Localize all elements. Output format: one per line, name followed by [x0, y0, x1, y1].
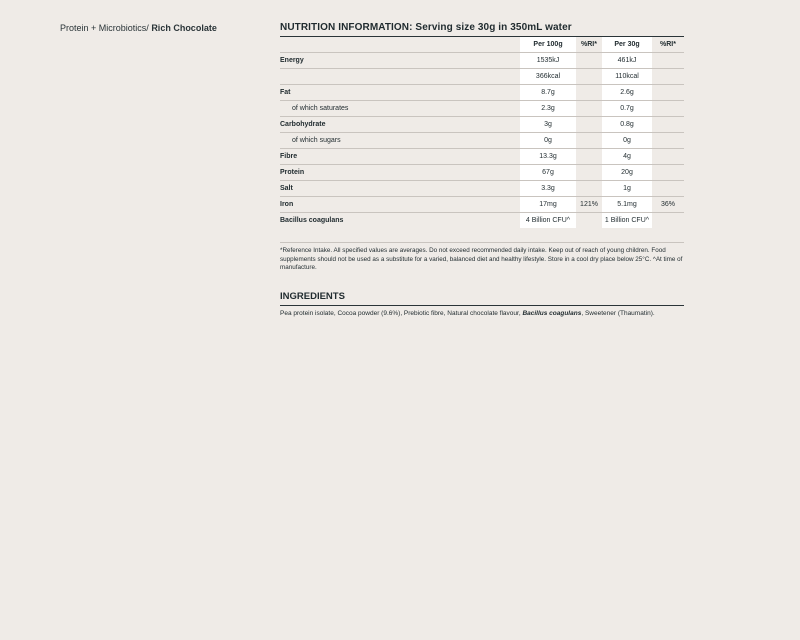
per-30g-value: 5.1mg [602, 197, 652, 213]
ri-30g-value [652, 69, 684, 85]
ingredients-text [280, 310, 684, 317]
per-30g-value: 0.8g [602, 117, 652, 133]
nutrient-label: Energy [280, 53, 520, 69]
breadcrumb [60, 23, 217, 33]
per-30g-value: 4g [602, 149, 652, 165]
ri-30g-value: 36% [652, 197, 684, 213]
ri-100g-value [576, 213, 602, 229]
per-100g-value: 17mg [520, 197, 576, 213]
table-row [280, 213, 684, 229]
ri-100g-value [576, 149, 602, 165]
table-row [280, 85, 684, 101]
ri-30g-value [652, 181, 684, 197]
nutrient-label: Fat [280, 85, 520, 101]
per-30g-value: 1g [602, 181, 652, 197]
per-30g-value: 0.7g [602, 101, 652, 117]
ri-30g-value [652, 85, 684, 101]
table-row [280, 165, 684, 181]
ri-30g-value [652, 53, 684, 69]
ri-100g-value [576, 101, 602, 117]
ri-100g-value: 121% [576, 197, 602, 213]
table-row [280, 69, 684, 85]
ri-30g-value [652, 133, 684, 149]
per-100g-value: 8.7g [520, 85, 576, 101]
ri-100g-value [576, 181, 602, 197]
table-row [280, 149, 684, 165]
breadcrumb-product: Rich Chocolate [151, 23, 217, 33]
table-row [280, 133, 684, 149]
per-100g-value: 3g [520, 117, 576, 133]
nutrition-footnote: *Reference Intake. All specified values are averages. Do not exceed recommended daily intake. Keep out of reach of young children. Food supplements should not be used as a substitute for a varied, balanced diet and healthy lifestyle. Store in a cool dry place below 25°C. ^At time of manufacture. [280, 247, 683, 272]
table-row [280, 53, 684, 69]
header-ri-30g: %RI* [652, 37, 684, 53]
ri-30g-value [652, 165, 684, 181]
nutrient-label: Fibre [280, 149, 520, 165]
nutrient-label [280, 69, 520, 85]
nutrition-title: NUTRITION INFORMATION: Serving size 30g in 350mL water [280, 22, 684, 37]
table-row [280, 197, 684, 213]
ingredients-title: INGREDIENTS [280, 291, 684, 306]
nutrient-label: Iron [280, 197, 520, 213]
ingredients-text-end: , Sweetener (Thaumatin). [581, 309, 655, 317]
ri-100g-value [576, 133, 602, 149]
ri-100g-value [576, 53, 602, 69]
ri-100g-value [576, 85, 602, 101]
per-30g-value: 2.6g [602, 85, 652, 101]
nutrient-label: of which sugars [280, 133, 520, 149]
per-100g-value: 3.3g [520, 181, 576, 197]
nutrient-label: Protein [280, 165, 520, 181]
per-100g-value: 4 Billion CFU^ [520, 213, 576, 229]
ri-30g-value [652, 117, 684, 133]
nutrient-label: of which saturates [280, 101, 520, 117]
per-30g-value: 20g [602, 165, 652, 181]
ri-100g-value [576, 69, 602, 85]
table-row [280, 181, 684, 197]
per-30g-value: 0g [602, 133, 652, 149]
nutrition-table [280, 37, 684, 228]
ingredients-italic-part: Bacillus coagulans [522, 309, 582, 317]
ingredients-text-part: Pea protein isolate, Cocoa powder (9.6%), Prebiotic fibre, Natural chocolate flavour, [280, 309, 523, 317]
nutrition-panel [280, 22, 684, 317]
per-100g-value: 2.3g [520, 101, 576, 117]
header-ri-100g: %RI* [576, 37, 602, 53]
header-per-100g: Per 100g [520, 37, 576, 53]
per-100g-value: 67g [520, 165, 576, 181]
nutrient-label: Carbohydrate [280, 117, 520, 133]
per-30g-value: 461kJ [602, 53, 652, 69]
breadcrumb-category[interactable]: Protein + Microbiotics/ [60, 23, 149, 33]
table-row [280, 117, 684, 133]
per-100g-value: 0g [520, 133, 576, 149]
per-100g-value: 1535kJ [520, 53, 576, 69]
ri-30g-value [652, 101, 684, 117]
ri-30g-value [652, 213, 684, 229]
divider [280, 242, 684, 243]
per-100g-value: 13.3g [520, 149, 576, 165]
per-30g-value: 1 Billion CFU^ [602, 213, 652, 229]
ri-100g-value [576, 165, 602, 181]
nutrient-label: Bacillus coagulans [280, 217, 344, 224]
ri-30g-value [652, 149, 684, 165]
table-header-row [280, 37, 684, 53]
header-empty [280, 37, 520, 53]
ri-100g-value [576, 117, 602, 133]
per-30g-value: 110kcal [602, 69, 652, 85]
table-row [280, 101, 684, 117]
per-100g-value: 366kcal [520, 69, 576, 85]
header-per-30g: Per 30g [602, 37, 652, 53]
nutrient-label: Salt [280, 181, 520, 197]
